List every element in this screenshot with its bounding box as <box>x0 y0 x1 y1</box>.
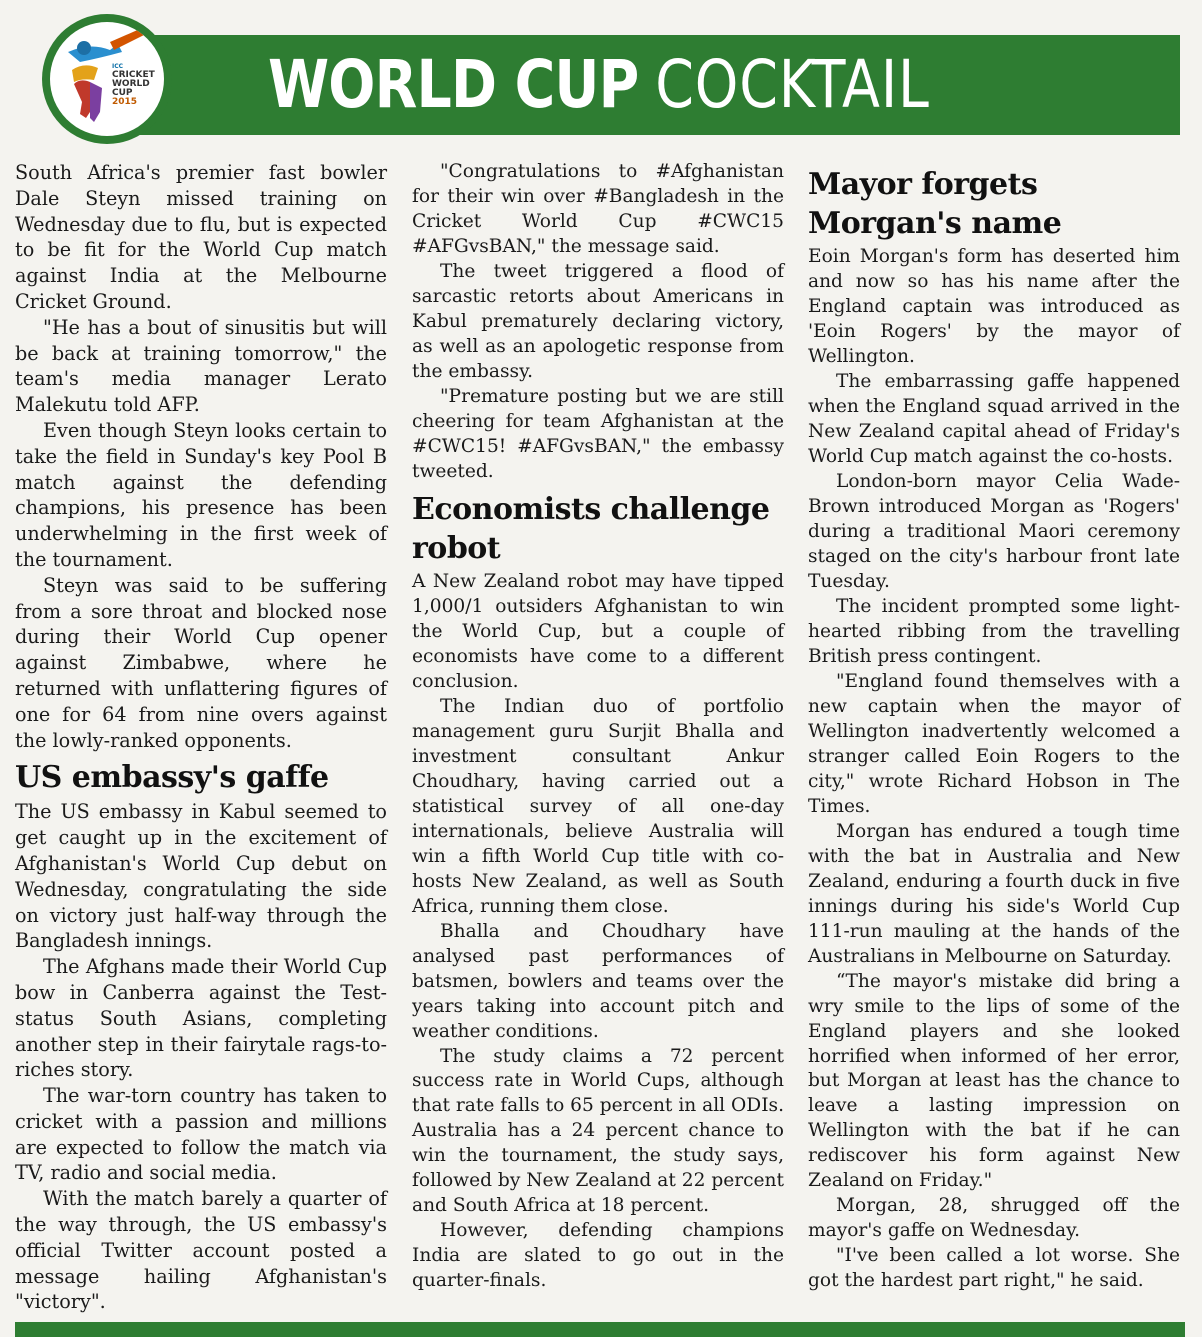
article-column-3 <box>808 160 1180 1294</box>
article-paragraph: “The mayor's mistake did bring a wry smile to the lips of some of the England players and she looked horrified when informed of her error, but Morgan at least has the chance to leave a lasting impression on Wellington with the bat if he can rediscover his form against New Zealand on Friday." <box>808 970 1180 1192</box>
article-paragraph: "Congratulations to #Afghanistan for their win over #Bangladesh in the Cricket World Cup #CWC15 #AFGvsBAN," the message said. <box>412 161 784 257</box>
section-headline: US embassy's gaffe <box>15 760 329 796</box>
masthead-banner <box>0 0 1202 155</box>
article-paragraph: The incident prompted some light-hearted ribbing from the travelling British press contingent. <box>808 595 1180 667</box>
article-paragraph: London-born mayor Celia Wade-Brown introduced Morgan as 'Rogers' during a traditional Maori ceremony staged on the city's harbour front late Tuesday. <box>808 470 1180 592</box>
article-paragraph: "He has a bout of sinusitis but will be back at training tomorrow," the team's media manager Lerato Malekutu told AFP. <box>15 315 387 417</box>
article-paragraph: The study claims a 72 percent success rate in World Cups, although that rate falls to 65 percent in all ODIs. Australia has a 24 percent chance to win the tournament, the study says, followed by New Zealand at 22 percent and South Africa at 18 percent. <box>412 1045 784 1217</box>
article-column-1 <box>15 160 387 1315</box>
footer-bar <box>15 1322 1185 1337</box>
title-bold: WORLD CUP <box>268 46 639 123</box>
article-paragraph: Bhalla and Choudhary have analysed past performances of batsmen, bowlers and teams over the years taking into account pitch and weather conditions. <box>412 920 784 1042</box>
article-paragraph: "Premature posting but we are still cheering for team Afghanistan at the #CWC15! #AFGvsBAN," the embassy tweeted. <box>412 385 784 482</box>
page-title <box>268 35 1024 135</box>
article-paragraph: The US embassy in Kabul seemed to get caught up in the excitement of Afghanistan's World Cup debut on Wednesday, congratulating the side on victory just half-way through the Bangladesh innings. <box>15 800 387 953</box>
article-paragraph: However, defending champions India are slated to go out in the quarter-finals. <box>412 1220 784 1292</box>
title-light: COCKTAIL <box>655 46 930 123</box>
article-paragraph: The Afghans made their World Cup bow in Canberra against the Test-status South Asians, completing another step in their fairytale rags-to-riches story. <box>15 955 387 1082</box>
article-paragraph: Even though Steyn looks certain to take the field in Sunday's key Pool B match against the defending champions, his presence has been underwhelming in the first week of the tournament. <box>15 418 387 571</box>
article-paragraph: The embarrassing gaffe happened when the England squad arrived in the New Zealand capital ahead of Friday's World Cup match against the co-hosts. <box>808 370 1180 467</box>
article-paragraph: The war-torn country has taken to cricket with a passion and millions are expected to follow the match via TV, radio and social media. <box>15 1084 387 1185</box>
article-paragraph: "I've been called a lot worse. She got the hardest part right," he said. <box>808 1245 1180 1292</box>
article-paragraph: Morgan has endured a tough time with the bat in Australia and New Zealand, enduring a fourth duck in five innings during his side's World Cup 111-run mauling at the hands of the Australians in Melbourne on Saturday. <box>808 820 1180 967</box>
logo-inner <box>50 22 164 136</box>
article-paragraph: "England found themselves with a new captain when the mayor of Wellington inadvertently welcomed a stranger called Eoin Rogers to the city," wrote Richard Hobson in The Times. <box>808 670 1180 817</box>
article-paragraph: Eoin Morgan's form has deserted him and now so has his name after the England captain was introduced as 'Eoin Rogers' by the mayor of Wellington. <box>808 246 1180 367</box>
article-paragraph: The tweet triggered a flood of sarcastic retorts about Americans in Kabul prematurely declaring victory, as well as an apologetic response from the embassy. <box>412 260 784 382</box>
cricket-world-cup-logo <box>42 14 172 144</box>
article-column-2 <box>412 160 784 1294</box>
logo-wordmark: ICC CRICKET WORLD CUP 2015 <box>112 63 155 107</box>
article-paragraph: Morgan, 28, shrugged off the mayor's gaffe on Wednesday. <box>808 1195 1180 1242</box>
article-paragraph: With the match barely a quarter of the way through, the US embassy's official Twitter account posted a message hailing Afghanistan's "victory". <box>15 1187 387 1314</box>
article-paragraph: South Africa's premier fast bowler Dale Steyn missed training on Wednesday due to flu, but is expected to be fit for the World Cup match against India at the Melbourne Cricket Ground. <box>15 161 387 313</box>
article-paragraph: Steyn was said to be suffering from a sore throat and blocked nose during their World Cup opener against Zimbabwe, where he returned with unflattering figures of one for 64 from nine overs against the lowly-ranked opponents. <box>15 573 387 752</box>
article-paragraph: A New Zealand robot may have tipped 1,000/1 outsiders Afghanistan to win the World Cup, but a couple of economists have come to a different conclusion. <box>412 570 784 692</box>
section-headline: Economists challenge robot <box>412 491 770 566</box>
article-paragraph: The Indian duo of portfolio management guru Surjit Bhalla and investment consultant Ankur Choudhary, having carried out a statistical survey of all one-day internationals, believe Australia will win a fifth World Cup title with co-hosts New Zealand, as well as South Africa, running them close. <box>412 695 784 917</box>
section-headline: Mayor forgets Morgan's name <box>808 167 1062 241</box>
